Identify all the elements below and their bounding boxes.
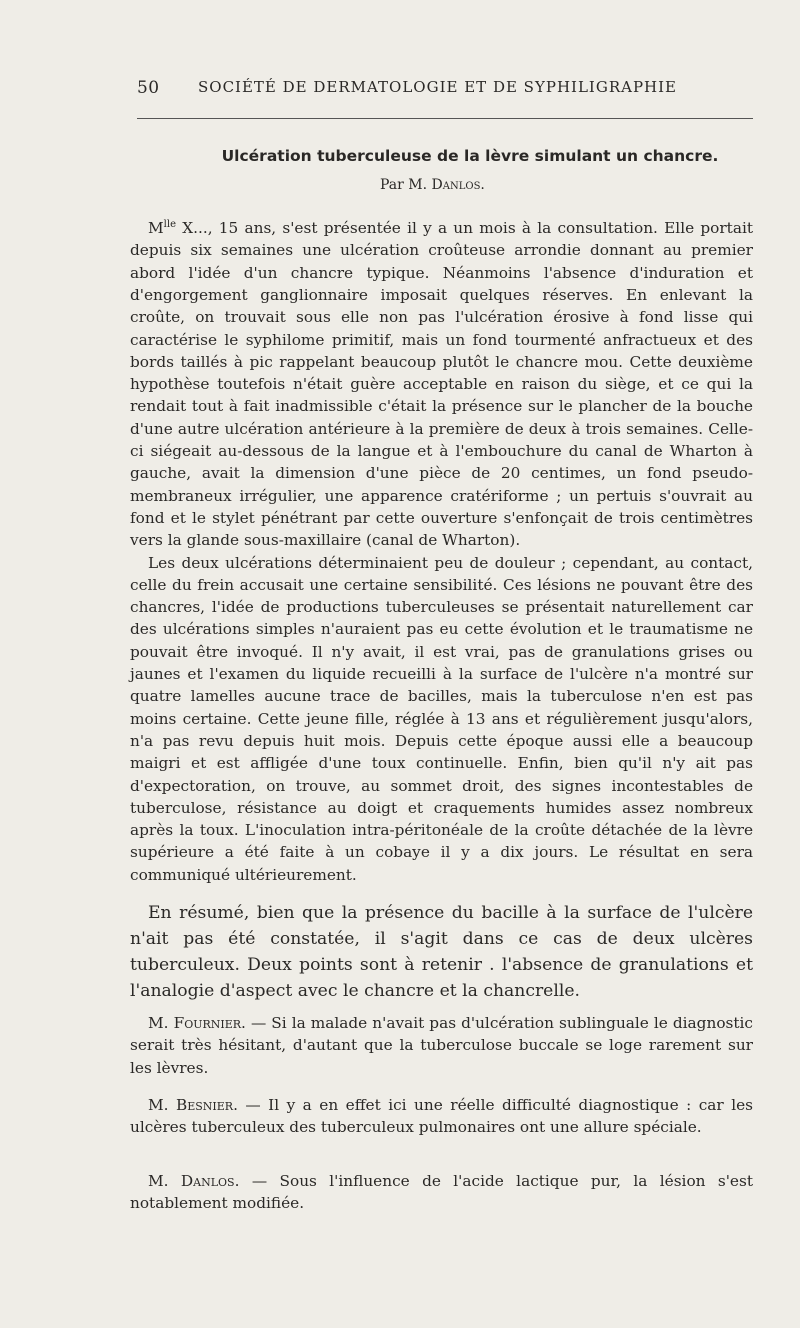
paragraph-2: Les deux ulcérations déterminaient peu de douleur ; cependant, au contact, celle du frein accusait une certaine sensibilité. Ces lésions ne pouvant être des chancres, l'idée de productions tuberculeuses se présentait naturellement car des ulcérations simples n'auraient pas eu cette évolution et le traumatisme ne pouvait être invoqué. Il n'y avait, il est vrai, pas de granulations grises ou jaunes et l'examen du liquide recueilli à la surface de l'ulcère n'a montré sur quatre lamelles aucune trace de bacilles, mais la tuberculose n'en est pas moins certaine. Cette jeune fille, réglée à 13 ans et régulièrement jusqu'alors, n'a pas revu depuis huit mois. Depuis cette époque aussi elle a beaucoup maigri et est affligée d'une toux continuelle. Enfin, bien qu'il n'y ait pas d'expectoration, on trouve, au sommet droit, des signes incontestables de tuberculose, résistance au doigt et craquements humides assez nombreux après la toux. L'inoculation intra-péritonéale de la croûte détachée de la lèvre supérieure a été faite à un cobaye il y a dix jours. Le résultat en sera communiqué ultérieurement. [130,553,753,884]
speaker-name: Danlos. [180,1172,240,1190]
speaker-name: Fournier. [173,1014,246,1032]
paragraph-1-text: X..., 15 ans, s'est présentée il y a un mois à la consultation. Elle portait depuis six semaines une ulcération croûteuse arrondie donnant au premier abord l'idée d'un chancre typique. Néanmoins l'absence d'induration et d'engorgement ganglionnaire imposait quelques réserves. En enlevant la croûte, on trouvait sous elle non pas l'ulcération érosive à fond lisse qui caractérise le syphilome primitif, mais un fond tourmenté anfractueux et des bords taillés à pic rappelant beaucoup plutôt le chancre mou. Cette deuxième hypothèse toutefois n'était guère acceptable en raison du siège, et ce qui la rendait tout à fait inadmissible c'était la présence sur le plancher de la bouche d'une autre ulcération antérieure à la première de deux à trois semaines. Celle-ci siégeait au-dessous de la langue et à l'embouchure du canal de Wharton à gauche, avait la dimension d'une pièce de 20 centimes, un fond pseudo-membraneux irrégulier, une apparence cratériforme ; un pertuis s'ouvrait au fond et le stylet pénétrant par cette ouverture s'enfonçait de trois centimètres vers la glande sous-maxillaire (canal de Wharton). [130,219,753,550]
discussion-besnier [130,1094,753,1139]
salutation: M [148,219,164,238]
speaker-prefix: M. [148,1172,169,1190]
byline-prefix: Par M. [380,177,428,193]
remark: — Il y a en effet ici une réelle difficulté diagnostique : car les ulcères tuberculeux des tuberculeux pulmonaires ont une allure spéciale. [130,1096,753,1137]
byline [380,177,485,193]
header-rule [137,118,753,119]
running-title: SOCIÉTÉ DE DERMATOLOGIE ET DE SYPHILIGRAPHIE [198,78,678,96]
page-number: 50 [137,78,160,98]
byline-author: Danlos. [431,177,485,193]
speaker-prefix: M. [148,1014,169,1032]
remark: — Si la malade n'avait pas d'ulcération sublinguale le diagnostic serait très hésitant, d'autant que la tuberculose buccale se loge rarement sur les lèvres. [130,1014,753,1077]
article-title: Ulcération tuberculeuse de la lèvre simulant un chancre. [221,147,719,165]
salutation-sup: lle [163,219,176,230]
paragraph-1 [130,214,753,552]
summary-text: En résumé, bien que la présence du bacille à la surface de l'ulcère n'ait pas été constatée, il s'agit dans ce cas de deux ulcères tuberculeux. Deux points sont à retenir . l'absence de granulations et l'analogie d'aspect avec le chancre et la chancrelle. [130,903,753,1001]
discussion-fournier [130,1012,753,1079]
discussion-fournier-text [130,1012,753,1079]
speaker-name: Besnier. [176,1096,238,1114]
running-header [137,78,697,98]
remark: — Sous l'influence de l'acide lactique pur, la lésion s'est notablement modifiée. [130,1172,753,1213]
discussion-besnier-text [130,1094,753,1139]
article-body [130,214,753,886]
summary-paragraph [130,900,753,1004]
speaker-prefix: M. [148,1096,169,1114]
discussion-danlos [130,1170,753,1215]
discussion-danlos-text [130,1170,753,1215]
